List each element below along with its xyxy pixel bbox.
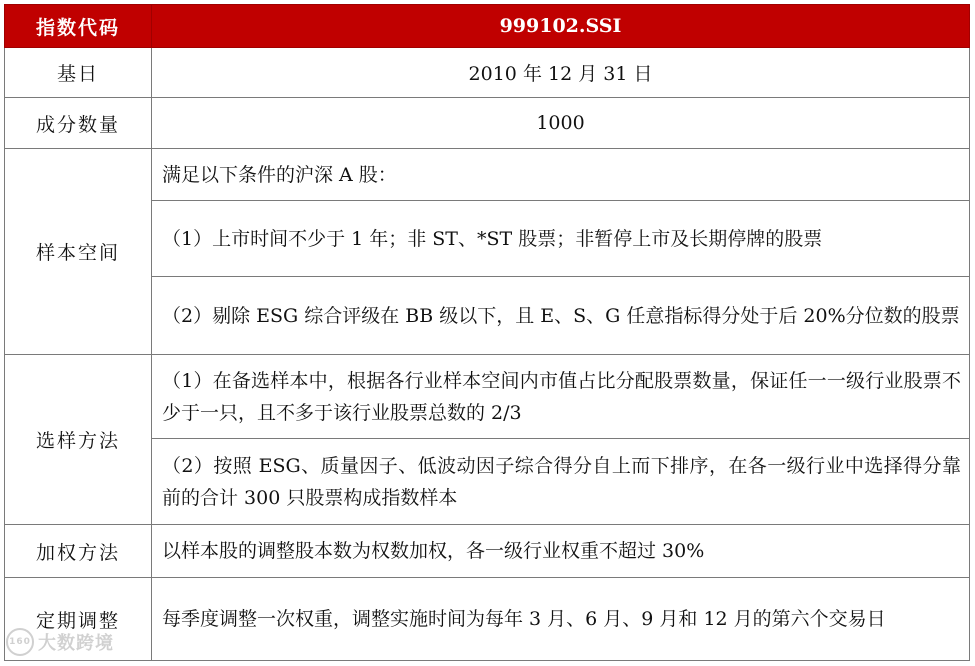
index-code-label: 指数代码: [5, 5, 152, 48]
weighting-method-label: 加权方法: [5, 525, 152, 578]
selection-method-step-2: （2）按照 ESG、质量因子、低波动因子综合得分自上而下排序，在各一级行业中选择得分靠前的合计 300 只股票构成指数样本: [152, 439, 970, 525]
table-header-row: [5, 5, 970, 48]
table-row: [5, 578, 970, 661]
periodic-adjustment-value: 每季度调整一次权重，调整实施时间为每年 3 月、6 月、9 月和 12 月的第六个交易日: [152, 578, 970, 661]
watermark: [6, 628, 114, 656]
constituent-count-label: 成分数量: [5, 98, 152, 149]
sample-space-label: 样本空间: [5, 149, 152, 355]
index-spec-table: [4, 4, 970, 661]
table-row: [5, 48, 970, 98]
constituent-count-value: 1000: [152, 98, 970, 149]
weighting-method-value: 以样本股的调整股本数为权数加权，各一级行业权重不超过 30%: [152, 525, 970, 578]
watermark-logo-icon: 160: [6, 628, 34, 656]
sample-space-condition-2: （2）剔除 ESG 综合评级在 BB 级以下，且 E、S、G 任意指标得分处于后 20%分位数的股票: [152, 277, 970, 355]
table-row: [5, 149, 970, 201]
base-date-value: 2010 年 12 月 31 日: [152, 48, 970, 98]
periodic-adjustment-label: 定期调整: [5, 578, 152, 661]
index-code-value: 999102.SSI: [152, 5, 970, 48]
table-row: [5, 355, 970, 439]
table-row: [5, 98, 970, 149]
selection-method-label: 选样方法: [5, 355, 152, 525]
base-date-label: 基日: [5, 48, 152, 98]
watermark-text: 大数跨境: [38, 633, 114, 654]
selection-method-step-1: （1）在备选样本中，根据各行业样本空间内市值占比分配股票数量，保证任一一级行业股票不少于一只，且不多于该行业股票总数的 2/3: [152, 355, 970, 439]
sample-space-intro: 满足以下条件的沪深 A 股：: [152, 149, 970, 201]
table-row: [5, 525, 970, 578]
sample-space-condition-1: （1）上市时间不少于 1 年；非 ST、*ST 股票；非暂停上市及长期停牌的股票: [152, 201, 970, 277]
